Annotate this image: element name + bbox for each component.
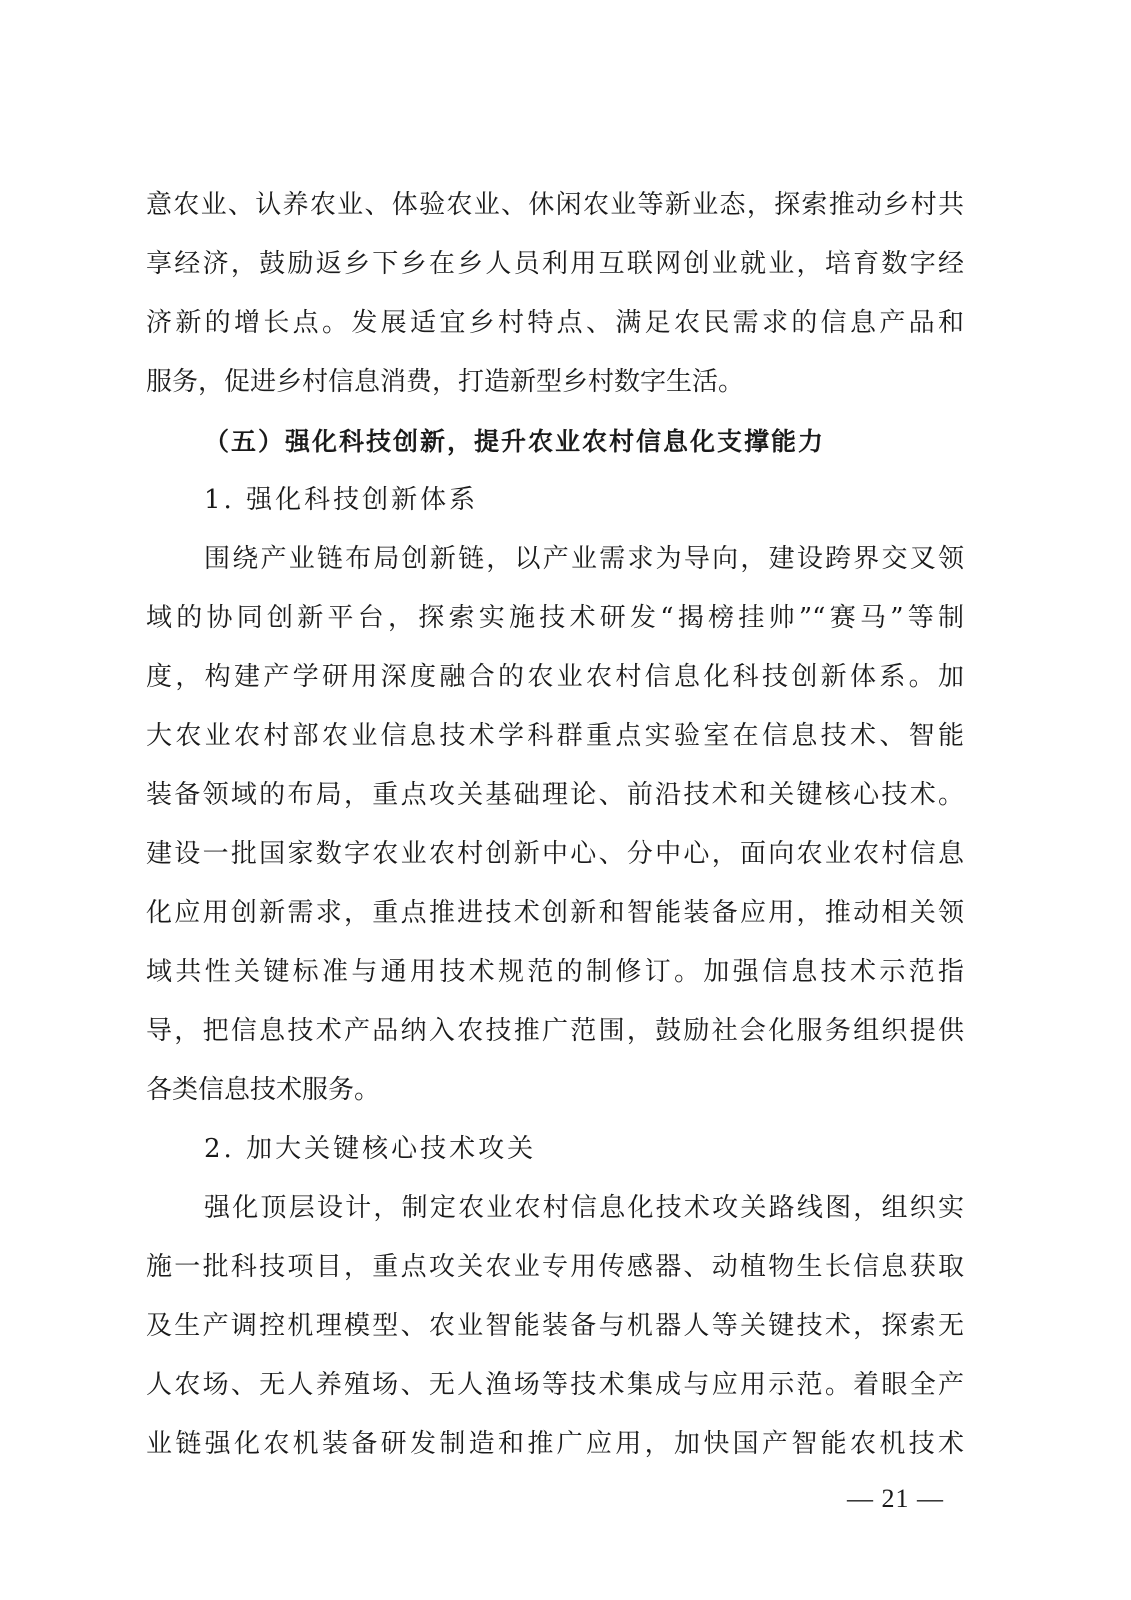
text-line: 围绕产业链布局创新链，以产业需求为导向，建设跨界交叉领 [204,544,964,574]
text-line: 域共性关键标准与通用技术规范的制修订。加强信息技术示范指 [146,957,964,987]
text-line: 域的协同创新平台，探索实施技术研发“揭榜挂帅”“赛马”等制 [146,603,964,633]
text-line: 大农业农村部农业信息技术学科群重点实验室在信息技术、智能 [146,721,964,751]
subsection-title-1: 1. 强化科技创新体系 [204,485,479,515]
page-number: — 21 — [847,1484,944,1513]
text-line: 强化顶层设计，制定农业农村信息化技术攻关路线图，组织实 [204,1193,964,1223]
text-line: 装备领域的布局，重点攻关基础理论、前沿技术和关键核心技术。 [146,780,964,810]
document-body [146,176,964,1474]
paragraph-continued [146,176,964,412]
text-line: 及生产调控机理模型、农业智能装备与机器人等关键技术，探索无 [146,1311,964,1341]
text-line: 度，构建产学研用深度融合的农业农村信息化科技创新体系。加 [146,662,964,692]
subsection-title-2: 2. 加大关键核心技术攻关 [204,1134,537,1164]
paragraph-subsection-1 [146,530,964,1120]
text-line: 建设一批国家数字农业农村创新中心、分中心，面向农业农村信息 [146,839,964,869]
text-line: 意农业、认养农业、体验农业、休闲农业等新业态，探索推动乡村共 [146,190,964,220]
text-line: 服务，促进乡村信息消费，打造新型乡村数字生活。 [146,367,745,397]
text-line: 化应用创新需求，重点推进技术创新和智能装备应用，推动相关领 [146,898,964,928]
text-line: 施一批科技项目，重点攻关农业专用传感器、动植物生长信息获取 [146,1252,964,1282]
text-line: 业链强化农机装备研发制造和推广应用，加快国产智能农机技术 [146,1429,964,1459]
paragraph-subsection-2 [146,1179,964,1474]
text-line: 享经济，鼓励返乡下乡在乡人员利用互联网创业就业，培育数字经 [146,249,964,279]
text-line: 人农场、无人养殖场、无人渔场等技术集成与应用示范。着眼全产 [146,1370,964,1400]
text-line: 导，把信息技术产品纳入农技推广范围，鼓励社会化服务组织提供 [146,1016,964,1046]
text-line: 各类信息技术服务。 [146,1075,381,1105]
section-heading: （五）强化科技创新，提升农业农村信息化支撑能力 [204,427,826,456]
text-line: 济新的增长点。发展适宜乡村特点、满足农民需求的信息产品和 [146,308,964,338]
